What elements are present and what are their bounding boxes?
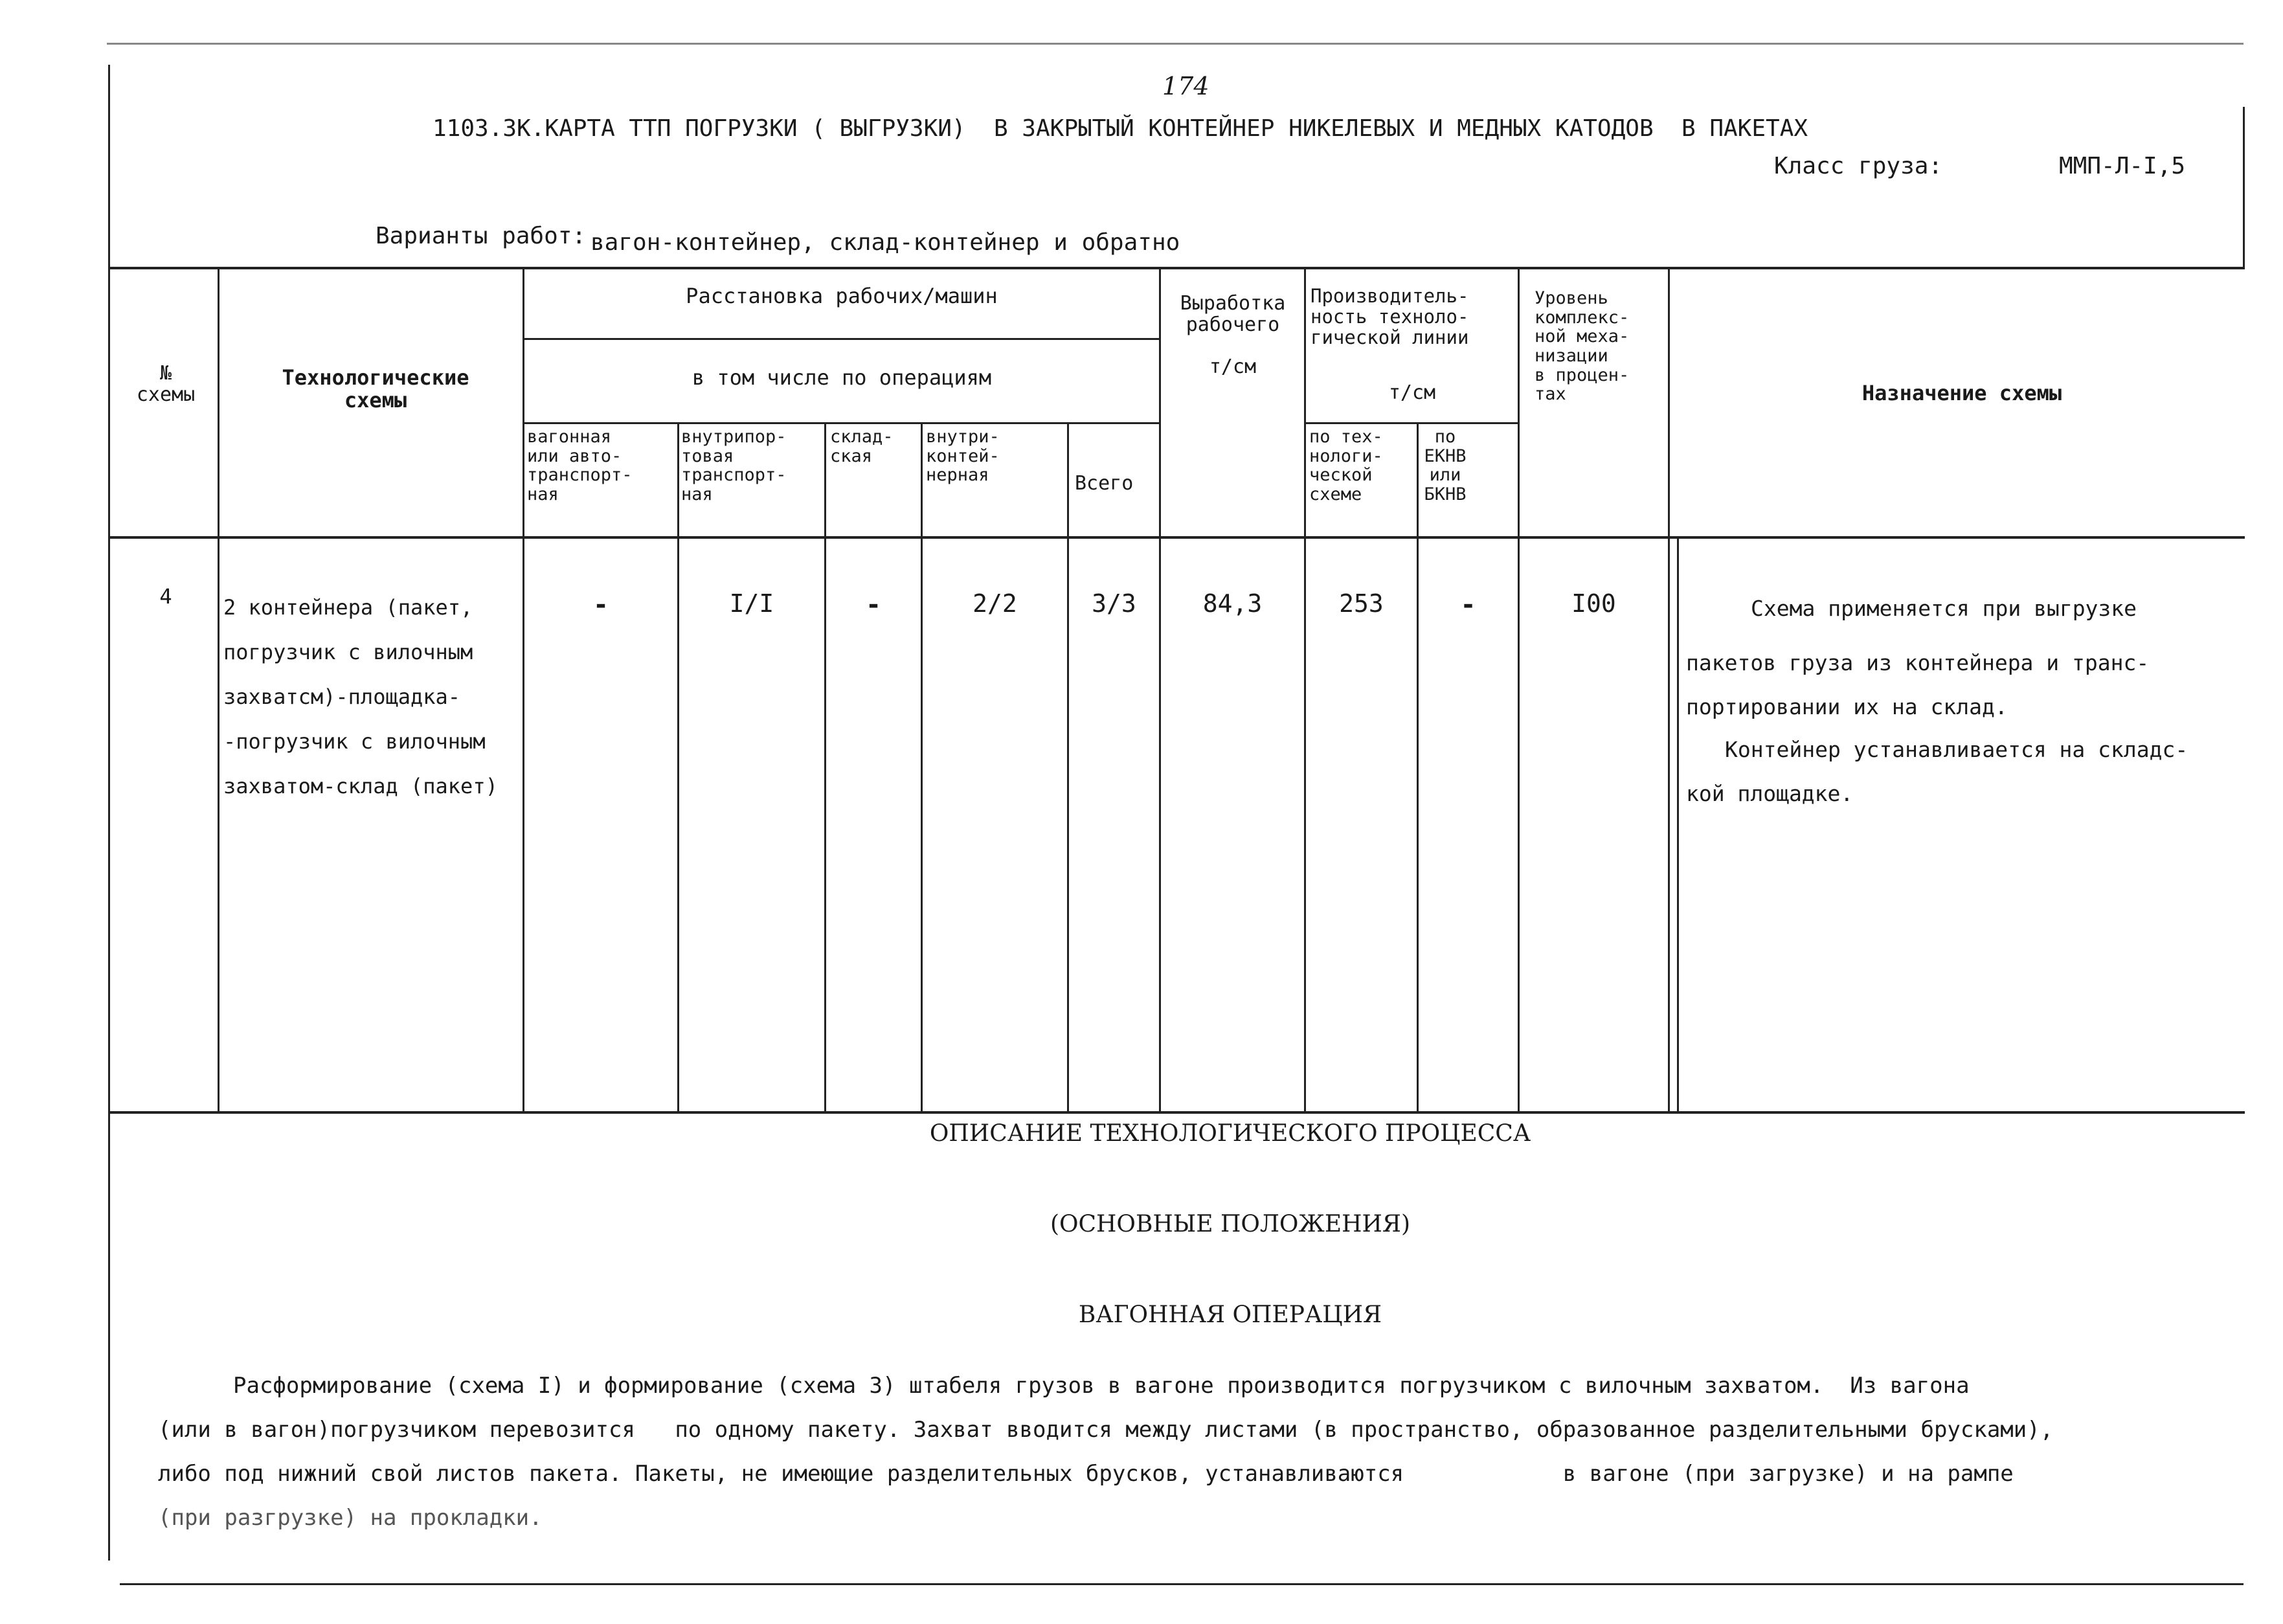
row-op-internal-port: I/I — [729, 589, 774, 618]
right-border-upper — [2243, 107, 2245, 269]
col-line-3 — [677, 422, 679, 1112]
variants-value: вагон-контейнер, склад-контейнер и обратно — [590, 229, 1180, 256]
col-line-4 — [824, 422, 826, 1112]
header-op-warehouse: склад- ская — [830, 427, 894, 466]
description-line-3: либо под нижний свой листов пакета. Пакеты, не имеющие разделительных брусков, устанавливаются в вагоне (при загрузке) и на рампе — [158, 1461, 2014, 1487]
header-by-operations: в том числе по операциям — [692, 365, 992, 390]
bottom-border — [120, 1583, 2244, 1585]
description-line-2: (или в вагон)погрузчиком перевозится по одному пакету. Захват вводится между листами (в пространство, образованное разделительными брусками), — [158, 1417, 2054, 1443]
row-purpose-p1-rest: пакетов груза из контейнера и транс- портировании их на склад. — [1686, 650, 2150, 719]
row-mechanization: I00 — [1571, 589, 1616, 618]
row-scheme-no: 4 — [159, 584, 172, 609]
row-scheme-text: 2 контейнера (пакет, погрузчик с вилочным захватсм)-площадка- -погрузчик с вилочным захватом-склад (пакет) — [223, 595, 498, 798]
description-section: ВАГОННАЯ ОПЕРАЦИЯ — [1078, 1302, 1382, 1328]
row-op-wagon: - — [592, 590, 609, 620]
table-header-bottom — [108, 536, 2245, 539]
table-header-line-3 — [1305, 422, 1519, 424]
col-line-9 — [1417, 422, 1419, 1112]
description-line-4: (при разгрузке) на прокладки. — [158, 1505, 543, 1531]
row-op-internal-container: 2/2 — [973, 589, 1017, 618]
table-header-line-1 — [523, 338, 1160, 340]
col-line-6 — [1067, 422, 1069, 1112]
cargo-class-value: ММП-Л-I,5 — [2059, 153, 2186, 179]
row-op-warehouse: - — [865, 590, 882, 620]
header-placement: Расстановка рабочих/машин — [686, 284, 998, 308]
col-line-7 — [1159, 267, 1161, 1112]
description-subheading: (ОСНОВНЫЕ ПОЛОЖЕНИЯ) — [1050, 1211, 1411, 1237]
row-output: 84,3 — [1202, 589, 1263, 618]
table-header-line-2 — [523, 422, 1160, 424]
row-purpose-p2-rest: кой площадке. — [1686, 781, 1854, 806]
page-number: 174 — [1162, 72, 1209, 100]
table-top-line — [108, 267, 2245, 269]
document-title: 1103.3К.КАРТА ТТП ПОГРУЗКИ ( ВЫГРУЗКИ) В ЗАКРЫТЫЙ КОНТЕЙНЕР НИКЕЛЕВЫХ И МЕДНЫХ КАТОДОВ В ПАКЕТАХ — [433, 115, 1808, 142]
header-productivity: Производитель- ность техноло- гической линии — [1310, 285, 1469, 348]
header-op-wagon: вагонная или авто- транспорт- ная — [527, 427, 633, 505]
header-purpose: Назначение схемы — [1861, 381, 2062, 405]
description-heading: ОПИСАНИЕ ТЕХНОЛОГИЧЕСКОГО ПРОЦЕССА — [929, 1120, 1531, 1147]
header-mechanization: Уровень комплекс- ной меха- низации в процен- тах — [1535, 288, 1630, 405]
table-bottom-line — [108, 1111, 2245, 1114]
header-op-internal-port: внутрипор- товая транспорт- ная — [681, 427, 787, 505]
row-purpose-p1-line1: Схема применяется при выгрузке — [1751, 596, 2137, 621]
row-purpose-p2-line1: Контейнер устанавливается на складс- — [1725, 737, 2188, 762]
left-border — [108, 65, 110, 1561]
row-total: 3/3 — [1092, 589, 1136, 618]
header-tech-schemes: Технологические схемы — [282, 365, 469, 413]
header-scheme-no: № схемы — [136, 362, 196, 406]
header-op-internal-container: внутри- контей- нерная — [926, 427, 1000, 486]
row-prod-by-scheme: 253 — [1339, 589, 1384, 618]
col-line-2 — [523, 267, 524, 1112]
header-total: Всего — [1075, 472, 1134, 495]
row-prod-by-norm: - — [1460, 590, 1476, 620]
col-line-5 — [921, 422, 923, 1112]
header-productivity-unit: т/см — [1388, 381, 1436, 404]
header-prod-by-norm: по ЕКНВ или БКНВ — [1424, 427, 1467, 505]
header-output: Выработка рабочего — [1180, 292, 1286, 336]
col-line-1 — [218, 267, 219, 1112]
header-output-unit: т/см — [1209, 355, 1257, 378]
col-line-11 — [1668, 267, 1670, 1112]
col-line-12 — [1677, 537, 1679, 1112]
cargo-class-label: Класс груза: — [1774, 153, 1943, 179]
header-prod-by-scheme: по тех- нологи- ческой схеме — [1309, 427, 1383, 505]
description-line-1: Расформирование (схема I) и формирование (схема 3) штабеля грузов в вагоне производится погрузчиком с вилочным захватом. Из вагона — [233, 1373, 1970, 1399]
top-border — [107, 43, 2244, 45]
variants-label: Варианты работ: — [376, 223, 587, 249]
